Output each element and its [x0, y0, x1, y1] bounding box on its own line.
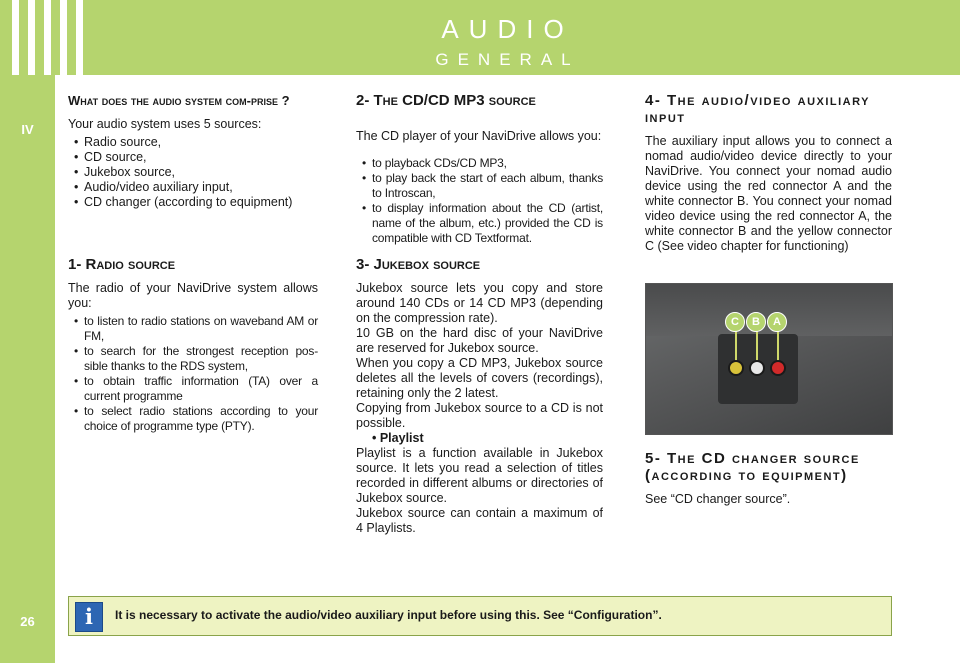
heading-text: 3- Jukebox source: [356, 256, 481, 273]
label-badge-c: C: [725, 312, 745, 332]
stripe: [28, 0, 35, 75]
list-item: • Audio/video auxiliary input,: [68, 180, 318, 195]
section-text: Jukebox source lets you copy and store around 140 CDs or 14 CD MP3 (depending on the compression rate).: [356, 281, 603, 325]
list-item: • to display information about the CD (artist, name of the album, etc.) provided the CD is compatible with CD Textformat.: [356, 201, 603, 246]
stripe: [12, 0, 19, 75]
list-item: • CD changer (according to equipment): [68, 195, 318, 210]
section-heading-radio: [68, 256, 318, 273]
page-subtitle: GENERAL: [435, 50, 580, 69]
pointer-line: [756, 330, 758, 362]
pointer-line: [777, 330, 779, 362]
source-list: [68, 135, 318, 210]
column-3-lower: [645, 450, 892, 507]
list-item: • Radio source,: [68, 135, 318, 150]
list-item: • to play back the start of each album, thanks to Introscan,: [356, 171, 603, 201]
label-badge-a: A: [767, 312, 787, 332]
list-item: • to playback CDs/CD MP3,: [356, 156, 603, 171]
section-heading-jukebox: [356, 256, 603, 273]
list-item: • CD source,: [68, 150, 318, 165]
section-heading-cd: [356, 92, 603, 109]
info-note: [68, 596, 892, 636]
heading-text: 2- The CD/CD MP3 source: [356, 92, 536, 109]
page-number: 26: [20, 614, 35, 629]
column-1: [68, 92, 318, 434]
heading-text: 4- The audio/video auxiliary input: [645, 92, 870, 126]
page-title: AUDIO: [441, 14, 574, 44]
aux-connector-photo: [645, 283, 893, 435]
column-3: [645, 92, 892, 254]
note-text: It is necessary to activate the audio/video auxiliary input before using this. See “Configuration”.: [115, 608, 662, 622]
list-item: • to listen to radio stations on waveband AM or FM,: [68, 314, 318, 344]
section-text: Your audio system uses 5 sources:: [68, 117, 262, 131]
radio-feature-list: [68, 314, 318, 434]
section-text: When you copy a CD MP3, Jukebox source deletes all the levels of covers (recordings), retaining only the 2 latest.: [356, 356, 603, 400]
cd-feature-list: [356, 156, 603, 246]
column-2: [356, 92, 603, 536]
section-text: Jukebox source can contain a maximum of 4 Playlists.: [356, 506, 603, 535]
stripe: [44, 0, 51, 75]
section-heading-changer: [645, 450, 892, 484]
list-item: • to obtain traffic information (TA) over a current programme: [68, 374, 318, 404]
list-item: • to search for the strongest reception pos-sible thanks to the RDS system,: [68, 344, 318, 374]
section-heading-system: What does the audio system com-prise ?: [68, 93, 290, 108]
yellow-connector: [728, 360, 744, 376]
sidebar: [0, 0, 55, 663]
list-item: • Jukebox source,: [68, 165, 318, 180]
section-text: The radio of your NaviDrive system allows you:: [68, 281, 318, 310]
label-badge-b: B: [746, 312, 766, 332]
heading-text: 5- The CD changer source (according to equipment): [645, 450, 860, 484]
playlist-heading: • Playlist: [372, 431, 424, 445]
heading-text: 1- Radio source: [68, 256, 176, 273]
section-text: 10 GB on the hard disc of your NaviDrive are reserved for Jukebox source.: [356, 326, 603, 355]
section-text: Playlist is a function available in Jukebox source. It lets you read a selection of titles recorded in different albums or directories of Jukebox source.: [356, 446, 603, 505]
section-text: The CD player of your NaviDrive allows you:: [356, 129, 602, 143]
list-item: • to select radio stations according to your choice of programme type (PTY).: [68, 404, 318, 434]
section-text: Copying from Jukebox source to a CD is not possible.: [356, 401, 603, 430]
chapter-number: IV: [21, 122, 34, 137]
red-connector: [770, 360, 786, 376]
section-heading-aux: [645, 92, 892, 126]
white-connector: [749, 360, 765, 376]
section-text: See “CD changer source”.: [645, 492, 791, 506]
section-text: The auxiliary input allows you to connect a nomad audio/video device directly to your NaviDrive. You connect your nomad audio device using the red connector A and the white connector B. You connect your nomad video device using the red connector A, the white connector B and the yellow connector C (See video chapter for functioning): [645, 134, 892, 253]
info-icon: i: [75, 602, 103, 632]
pointer-line: [735, 330, 737, 362]
